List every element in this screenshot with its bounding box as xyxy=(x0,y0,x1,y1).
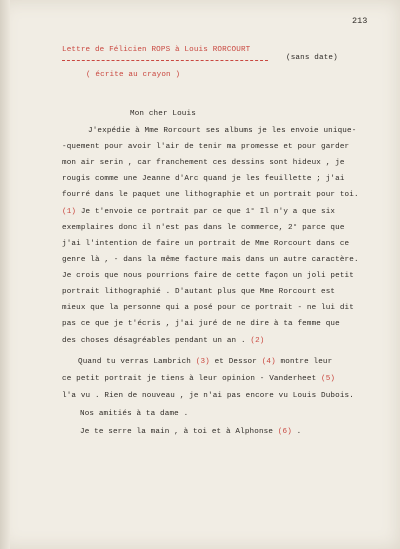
body-line: fourré dans le paquet une lithographie et un portrait pour toi. xyxy=(62,191,359,199)
body-line: pas ce que je t'écris , j'ai juré de ne dire à ta femme que xyxy=(62,320,340,328)
binding-edge xyxy=(0,0,10,549)
body-line: Je crois que nous pourrions faire de cette façon un joli petit xyxy=(62,272,354,280)
salutation: Mon cher Louis xyxy=(130,110,196,118)
body-line: mon air serin , car franchement ces dessins sont hideux , je xyxy=(62,159,345,167)
footnote-marker: (5) xyxy=(321,375,336,383)
footnote-marker: (4) xyxy=(261,358,276,366)
footnote-marker: (3) xyxy=(195,358,210,366)
body-line: ce petit portrait je tiens à leur opinion - Vanderheet (5) xyxy=(62,375,336,383)
body-line: exemplaires donc il n'est pas dans le commerce, 2° parce que xyxy=(62,224,345,232)
body-line: j'ai l'intention de faire un portrait de Mme Rorcourt dans ce xyxy=(62,240,350,248)
body-line: -quement pour avoir l'air de tenir ma promesse et pour garder xyxy=(62,143,350,151)
body-line: des choses désagréables pendant un an . (2) xyxy=(62,337,265,345)
body-line: portrait lithographié . D'autant plus que Mme Rorcourt est xyxy=(62,288,336,296)
page-number: 213 xyxy=(352,16,368,26)
footnote-marker: (6) xyxy=(277,428,292,436)
body-line: mieux que la personne qui a posé pour ce portrait - ne lui dit xyxy=(62,304,354,312)
body-line: l'a vu . Rien de nouveau , je n'ai pas encore vu Louis Dubois. xyxy=(62,392,354,400)
body-line: Quand tu verras Lambrich (3) et Dessor (4) montre leur xyxy=(78,358,333,366)
body-line: Nos amitiés à ta dame . xyxy=(80,410,189,418)
body-line: genre là , - dans la même facture mais dans un autre caractère. xyxy=(62,256,359,264)
letter-title: Lettre de Félicien ROPS à Louis RORCOURT xyxy=(62,46,251,54)
title-underline xyxy=(62,60,268,61)
footnote-marker: (1) xyxy=(62,208,77,216)
footnote-marker: (2) xyxy=(250,337,265,345)
body-line: Je te serre la main , à toi et à Alphonse (6) . xyxy=(80,428,302,436)
body-line: J'expédie à Mme Rorcourt ses albums je les envoie unique- xyxy=(88,127,357,135)
body-line: (1) Je t'envoie ce portrait par ce que 1° Il n'y a que six xyxy=(62,208,336,216)
crayon-note: ( écrite au crayon ) xyxy=(86,71,181,79)
body-line: rougis comme une Jeanne d'Arc quand je les feuillette ; j'ai xyxy=(62,175,345,183)
date-note: (sans date) xyxy=(286,54,338,62)
